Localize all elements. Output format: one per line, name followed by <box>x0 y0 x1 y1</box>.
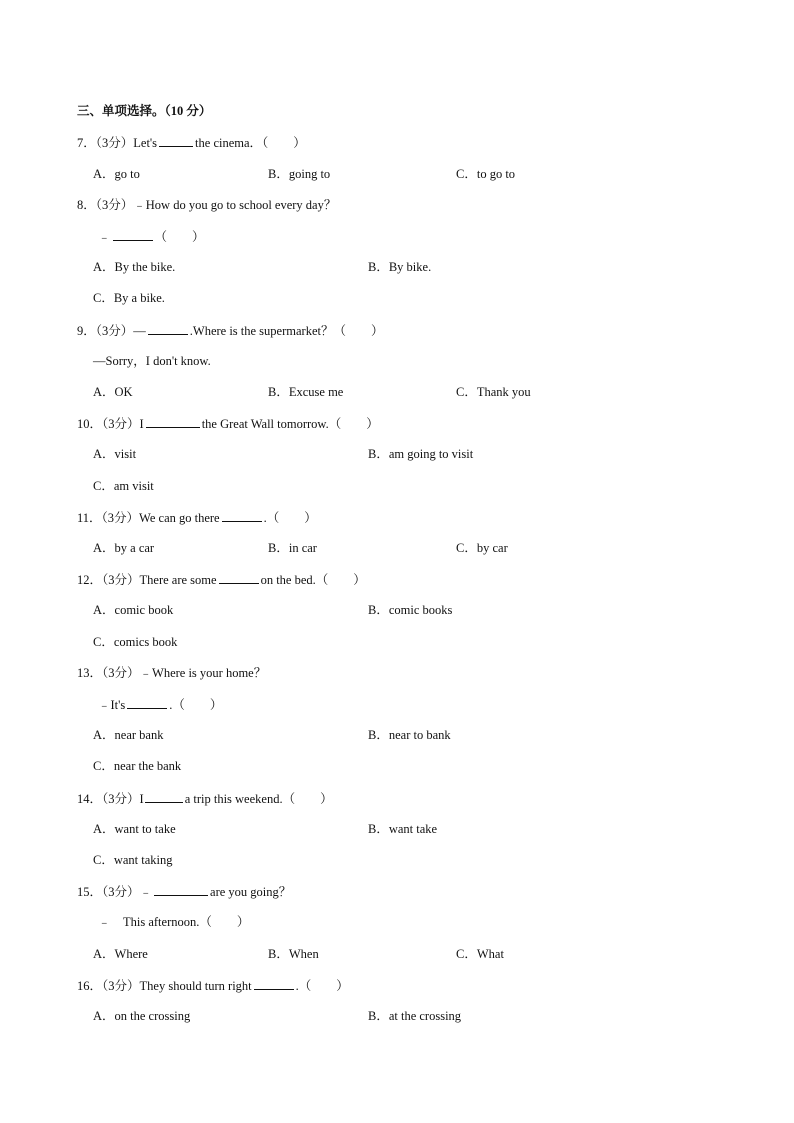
question-9-response: —Sorry，I don't know. <box>93 354 211 368</box>
question-10-stem: 10．（3分）I the Great Wall tomorrow.（ ） <box>77 417 379 431</box>
question-9-option-a: A．OK <box>93 385 133 399</box>
question-15-response: ﹣ This afternoon.（ ） <box>98 915 250 929</box>
question-9-stem: 9．（3分）— .Where is the supermarket？（ ） <box>77 324 384 338</box>
question-number: 11．（3分） <box>77 511 140 525</box>
question-15-stem: 15．（3分）﹣ are you going？ <box>77 885 292 899</box>
question-14-option-a: A．want to take <box>93 822 176 836</box>
answer-blank <box>146 415 200 428</box>
question-number: 8．（3分） <box>77 198 134 212</box>
question-number: 7．（3分） <box>77 136 134 150</box>
question-12-option-c: C．comics book <box>93 635 178 649</box>
question-15-option-b: B．When <box>268 947 319 961</box>
question-8-option-b: B．By bike. <box>368 260 432 274</box>
question-10-option-b: B．am going to visit <box>368 447 474 461</box>
question-number: 9．（3分） <box>77 324 134 338</box>
question-13-option-b: B．near to bank <box>368 728 451 742</box>
question-13-stem: 13．（3分）﹣Where is your home？ <box>77 666 267 680</box>
question-12-option-a: A．comic book <box>93 603 174 617</box>
question-number: 10．（3分） <box>77 417 140 431</box>
question-8-option-c: C．By a bike. <box>93 291 165 305</box>
question-13-option-c: C．near the bank <box>93 759 182 773</box>
question-14-option-b: B．want take <box>368 822 438 836</box>
answer-blank <box>254 977 294 990</box>
answer-blank <box>113 228 153 241</box>
question-number: 15．（3分） <box>77 885 140 899</box>
question-16-option-a: A．on the crossing <box>93 1009 191 1023</box>
question-8-response: ﹣ （ ） <box>98 230 205 244</box>
question-14-stem: 14．（3分）I a trip this weekend.（ ） <box>77 792 333 806</box>
answer-blank <box>159 134 193 147</box>
question-number: 12．（3分） <box>77 573 140 587</box>
question-10-option-c: C．am visit <box>93 479 154 493</box>
question-16-stem: 16．（3分）They should turn right .（ ） <box>77 979 349 993</box>
question-11-option-c: C．by car <box>456 541 508 555</box>
question-number: 16．（3分） <box>77 979 140 993</box>
question-7-option-a: A．go to <box>93 167 140 181</box>
question-11-option-b: B．in car <box>268 541 317 555</box>
answer-blank <box>154 883 208 896</box>
question-14-option-c: C．want taking <box>93 853 173 867</box>
question-12-stem: 12．（3分）There are some on the bed.（ ） <box>77 573 366 587</box>
question-12-option-b: B．comic books <box>368 603 453 617</box>
question-7-option-c: C．to go to <box>456 167 516 181</box>
question-8-option-a: A．By the bike. <box>93 260 176 274</box>
question-11-option-a: A．by a car <box>93 541 155 555</box>
section-title: 三、单项选择。（10 分） <box>77 104 212 118</box>
question-11-stem: 11．（3分）We can go there .（ ） <box>77 511 317 525</box>
answer-blank <box>222 509 262 522</box>
question-7-stem: 7．（3分）Let's the cinema．（ ） <box>77 136 306 150</box>
question-number: 13．（3分） <box>77 666 140 680</box>
answer-blank <box>127 696 167 709</box>
question-15-option-a: A．Where <box>93 947 148 961</box>
question-number: 14．（3分） <box>77 792 140 806</box>
question-13-option-a: A．near bank <box>93 728 164 742</box>
answer-blank <box>219 571 259 584</box>
question-15-option-c: C．What <box>456 947 504 961</box>
answer-blank <box>145 790 183 803</box>
question-8-stem: 8．（3分）﹣How do you go to school every day？ <box>77 198 337 212</box>
answer-blank <box>148 322 188 335</box>
question-16-option-b: B．at the crossing <box>368 1009 462 1023</box>
question-9-option-c: C．Thank you <box>456 385 531 399</box>
question-13-response: ﹣It's .（ ） <box>98 698 223 712</box>
question-7-option-b: B．going to <box>268 167 331 181</box>
question-10-option-a: A．visit <box>93 447 137 461</box>
question-9-option-b: B．Excuse me <box>268 385 344 399</box>
